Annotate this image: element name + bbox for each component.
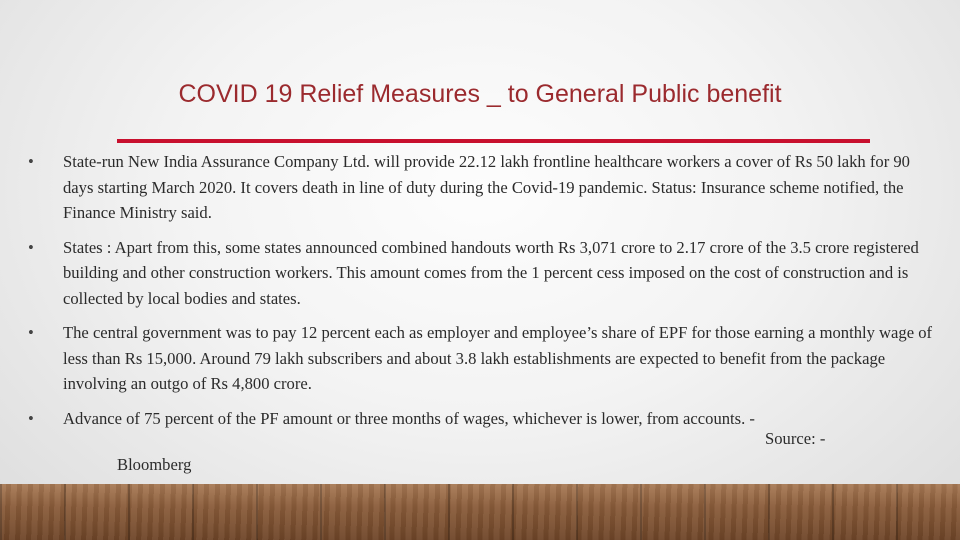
title-underline <box>117 139 870 143</box>
bullet-item <box>28 406 933 432</box>
bullet-text: State-run New India Assurance Company Ltd. will provide 22.12 lakh frontline healthcare workers a cover of Rs 50 lakh for 90 days starting March 2020. It covers death in line of duty during the Covid-19 pandemic. Status: Insurance scheme notified, the Finance Ministry said. <box>63 152 910 222</box>
bullet-text: The central government was to pay 12 percent each as employer and employee’s share of EPF for those earning a monthly wage of less than Rs 15,000. Around 79 lakh subscribers and about 3.8 lakh establishments are expected to benefit from the package involving an outgo of Rs 4,800 crore. <box>63 323 933 393</box>
bullet-text: States : Apart from this, some states announced combined handouts worth Rs 3,071 crore to 2.17 crore of the 3.5 crore registered building and other construction workers. This amount comes from the 1 percent cess imposed on the cost of construction and is collected by local bodies and states. <box>63 237 919 308</box>
bullet-item <box>28 320 933 397</box>
wood-floor-background <box>0 484 960 540</box>
bullet-marker: • <box>28 152 34 171</box>
bullet-item <box>28 235 933 312</box>
bullet-marker: • <box>28 323 34 342</box>
slide-title: COVID 19 Relief Measures _ to General Public benefit <box>178 80 782 108</box>
bullet-item <box>28 149 933 226</box>
bullet-text: Advance of 75 percent of the PF amount or three months of wages, whichever is lower, from accounts. - <box>63 408 755 428</box>
source-name: Bloomberg <box>117 455 192 474</box>
bullet-marker: • <box>28 408 34 428</box>
bullet-marker: • <box>28 237 34 257</box>
source-label: Source: - <box>765 429 826 448</box>
bullet-list <box>28 149 933 440</box>
